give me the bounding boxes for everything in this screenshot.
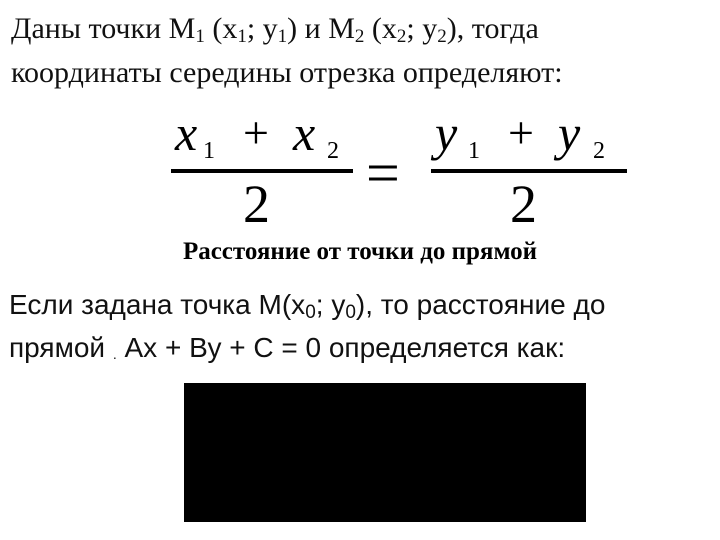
- text-segment: ; у: [315, 289, 346, 320]
- formula-left-plus: +: [243, 108, 269, 158]
- right-fraction-bar: [431, 169, 627, 173]
- formula-right-denominator: 2: [510, 174, 537, 228]
- text-segment: Если задана точка М(х: [9, 289, 306, 320]
- text-segment: ; у: [246, 12, 278, 45]
- formula-x2-var: x: [293, 108, 316, 161]
- formula-left-denominator: 2: [243, 174, 270, 228]
- formula-image-placeholder: [184, 383, 586, 522]
- text-segment: (х: [364, 12, 397, 45]
- formula-y1-var: y: [435, 108, 458, 161]
- text-segment: ), тогда: [446, 12, 539, 45]
- left-fraction-bar: [171, 169, 353, 173]
- section-heading: Расстояние от точки до прямой: [182, 238, 538, 265]
- distance-line-1: [9, 288, 605, 322]
- subscript: 0: [345, 302, 356, 323]
- formula-equals: =: [366, 140, 400, 206]
- inline-dot: .: [112, 346, 117, 362]
- text-segment: прямой: [9, 332, 106, 363]
- subscript: 0: [305, 302, 316, 323]
- text-segment: ) и М: [287, 12, 355, 45]
- text-segment: ; у: [406, 12, 438, 45]
- subscript: 2: [437, 26, 447, 47]
- text-segment: Ах + Ву + С = 0 определяется как:: [124, 332, 566, 363]
- subscript: 2: [354, 26, 365, 47]
- formula-y2-var: y: [558, 108, 581, 161]
- subscript: 1: [277, 26, 288, 47]
- formula-right-plus: +: [508, 108, 534, 158]
- text-segment: (х: [204, 12, 238, 45]
- distance-line-2: [9, 331, 565, 371]
- intro-line-1: [11, 12, 539, 46]
- subscript: 2: [396, 26, 407, 47]
- formula-y1-index: 1: [468, 138, 480, 164]
- formula-x1-var: x: [175, 108, 198, 161]
- subscript: 1: [237, 26, 247, 47]
- formula-x2-index: 2: [327, 138, 339, 164]
- text-segment: ), то расстояние до: [355, 289, 606, 320]
- midpoint-formula: [165, 108, 635, 228]
- subscript: 1: [195, 26, 205, 47]
- text-segment: Даны точки М: [11, 12, 196, 45]
- intro-line-2: координаты середины отрезка определяют:: [11, 56, 563, 89]
- formula-x1-index: 1: [203, 138, 215, 164]
- formula-y2-index: 2: [593, 138, 605, 164]
